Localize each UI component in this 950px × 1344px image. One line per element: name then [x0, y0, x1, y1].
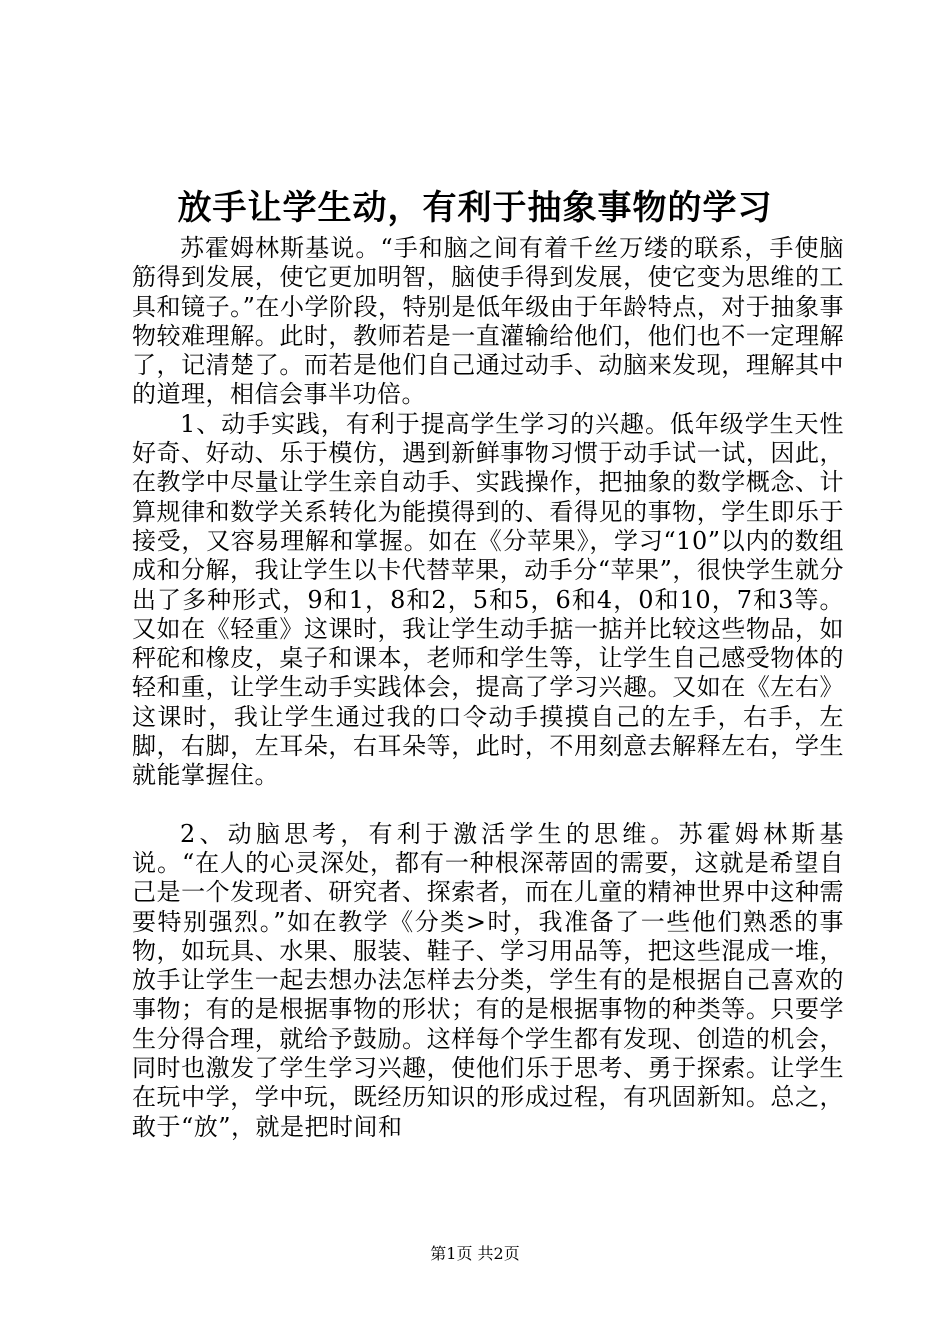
paragraph-hands-on: 1、动手实践，有利于提高学生学习的兴趣。低年级学生天性好奇、好动、乐于模仿，遇到新鲜事物习惯于动手试一试，因此，在教学中尽量让学生亲自动手、实践操作，把抽象的数学概念、计算规律和数学关系转化为能摸得到的、看得见的事物，学生即乐于接受，又容易理解和掌握。如在《分苹果》，学习“10”以内的数组成和分解，我让学生以卡代替苹果，动手分“苹果”，很快学生就分出了多种形式，9和1，8和2，5和5，6和4，0和10，7和3等。又如在《轻重》这课时，我让学生动手掂一掂并比较这些物品，如秤砣和橡皮，桌子和课本，老师和学生等，让学生自己感受物体的轻和重，让学生动手实践体会，提高了学习兴趣。又如在《左右》这课时，我让学生通过我的口令动手摸摸自己的左手，右手，左脚，右脚，左耳朵，右耳朵等，此时，不用刻意去解释左右，学生就能掌握住。: [132, 409, 844, 790]
paragraph-thinking: 2、动脑思考，有利于激活学生的思维。苏霍姆林斯基说。“在人的心灵深处，都有一种根深蒂固的需要，这就是希望自己是一个发现者、研究者、探索者，而在儿童的精神世界中这种需要特别强烈。”如在教学《分类>时，我准备了一些他们熟悉的事物，如玩具、水果、服装、鞋子、学习用品等，把这些混成一堆，放手让学生一起去想办法怎样去分类，学生有的是根据自己喜欢的事物；有的是根据事物的形状；有的是根据事物的种类等。只要学生分得合理，就给予鼓励。这样每个学生都有发现、创造的机会，同时也激发了学生学习兴趣，使他们乐于思考、勇于探索。让学生在玩中学，学中玩，既经历知识的形成过程，有巩固新知。总之，敢于“放”，就是把时间和: [132, 819, 844, 1141]
paragraph-intro: 苏霍姆林斯基说。“手和脑之间有着千丝万缕的联系，手使脑筋得到发展，使它更加明智，脑使手得到发展，使它变为思维的工具和镜子。”在小学阶段，特别是低年级由于年龄特点，对于抽象事物较难理解。此时，教师若是一直灌输给他们，他们也不一定理解了，记清楚了。而若是他们自己通过动手、动脑来发现，理解其中的道理，相信会事半功倍。: [132, 234, 844, 409]
document-body: [132, 234, 844, 1142]
document-title: 放手让学生动，有利于抽象事物的学习: [177, 188, 773, 228]
page-number-footer: 第1页 共2页: [430, 1244, 520, 1263]
